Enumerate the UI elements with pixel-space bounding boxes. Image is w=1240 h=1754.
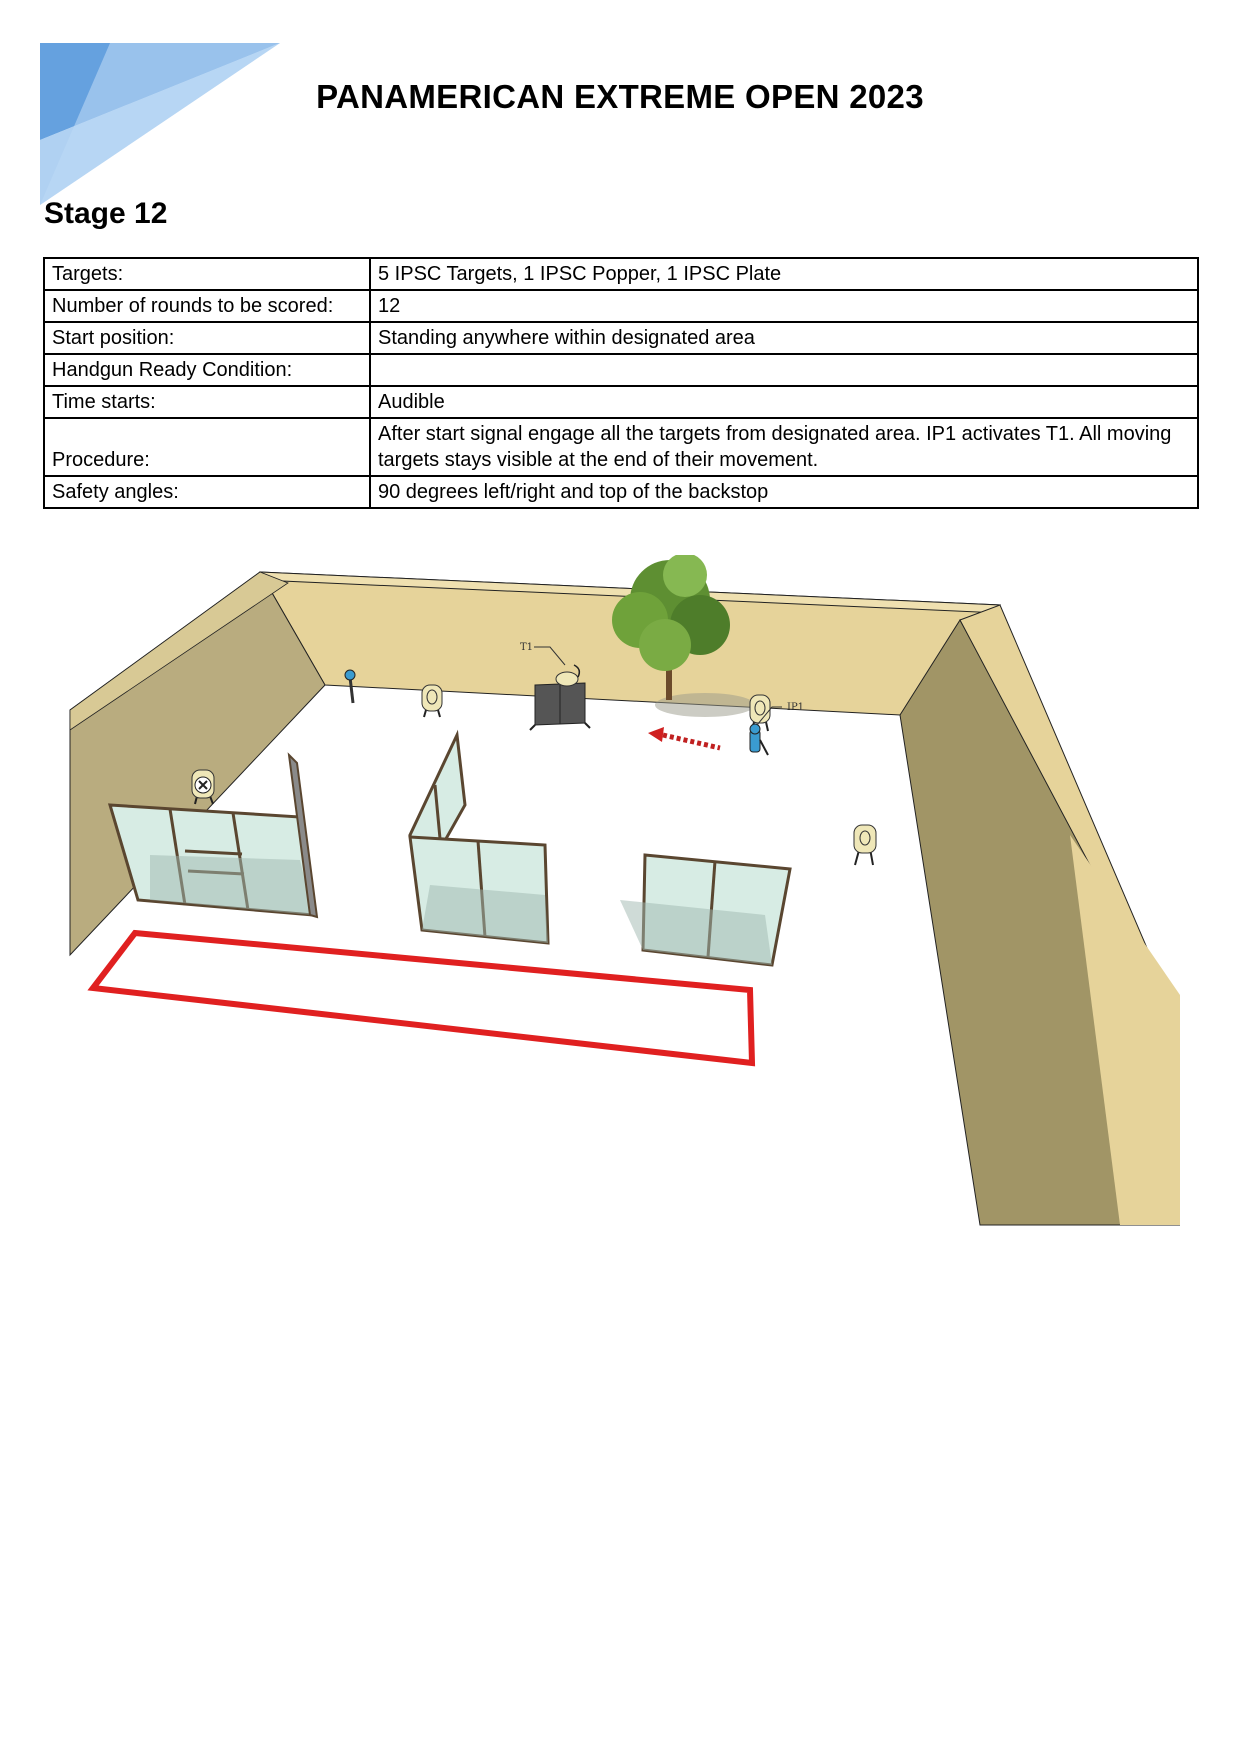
ip1-label: IP1	[787, 702, 805, 713]
table-row	[44, 386, 1198, 418]
table-row	[44, 290, 1198, 322]
row-value: Standing anywhere within designated area	[370, 322, 1198, 354]
document-title: PANAMERICAN EXTREME OPEN 2023	[316, 78, 924, 115]
row-value: 5 IPSC Targets, 1 IPSC Popper, 1 IPSC Plate	[370, 258, 1198, 290]
table-row	[44, 354, 1198, 386]
stage-title: Stage 12	[44, 197, 168, 230]
row-label: Safety angles:	[44, 476, 370, 508]
row-value: 90 degrees left/right and top of the backstop	[370, 476, 1198, 508]
row-label: Number of rounds to be scored:	[44, 290, 370, 322]
row-value: Audible	[370, 386, 1198, 418]
row-label: Targets:	[44, 258, 370, 290]
row-label: Start position:	[44, 322, 370, 354]
row-value	[370, 354, 1198, 386]
row-value: After start signal engage all the targets from designated area. IP1 activates T1. All moving targets stays visible at the end of their movement.	[370, 418, 1198, 476]
row-label: Time starts:	[44, 386, 370, 418]
row-value: 12	[370, 290, 1198, 322]
stage-diagram	[60, 555, 1180, 1235]
t1-label: T1	[520, 642, 534, 653]
table-row	[44, 258, 1198, 290]
row-label: Procedure:	[44, 418, 370, 476]
table-row	[44, 322, 1198, 354]
table-row	[44, 418, 1198, 476]
glass-wall-right	[620, 855, 790, 965]
table-row	[44, 476, 1198, 508]
row-label: Handgun Ready Condition:	[44, 354, 370, 386]
stage-info-table	[43, 257, 1199, 509]
